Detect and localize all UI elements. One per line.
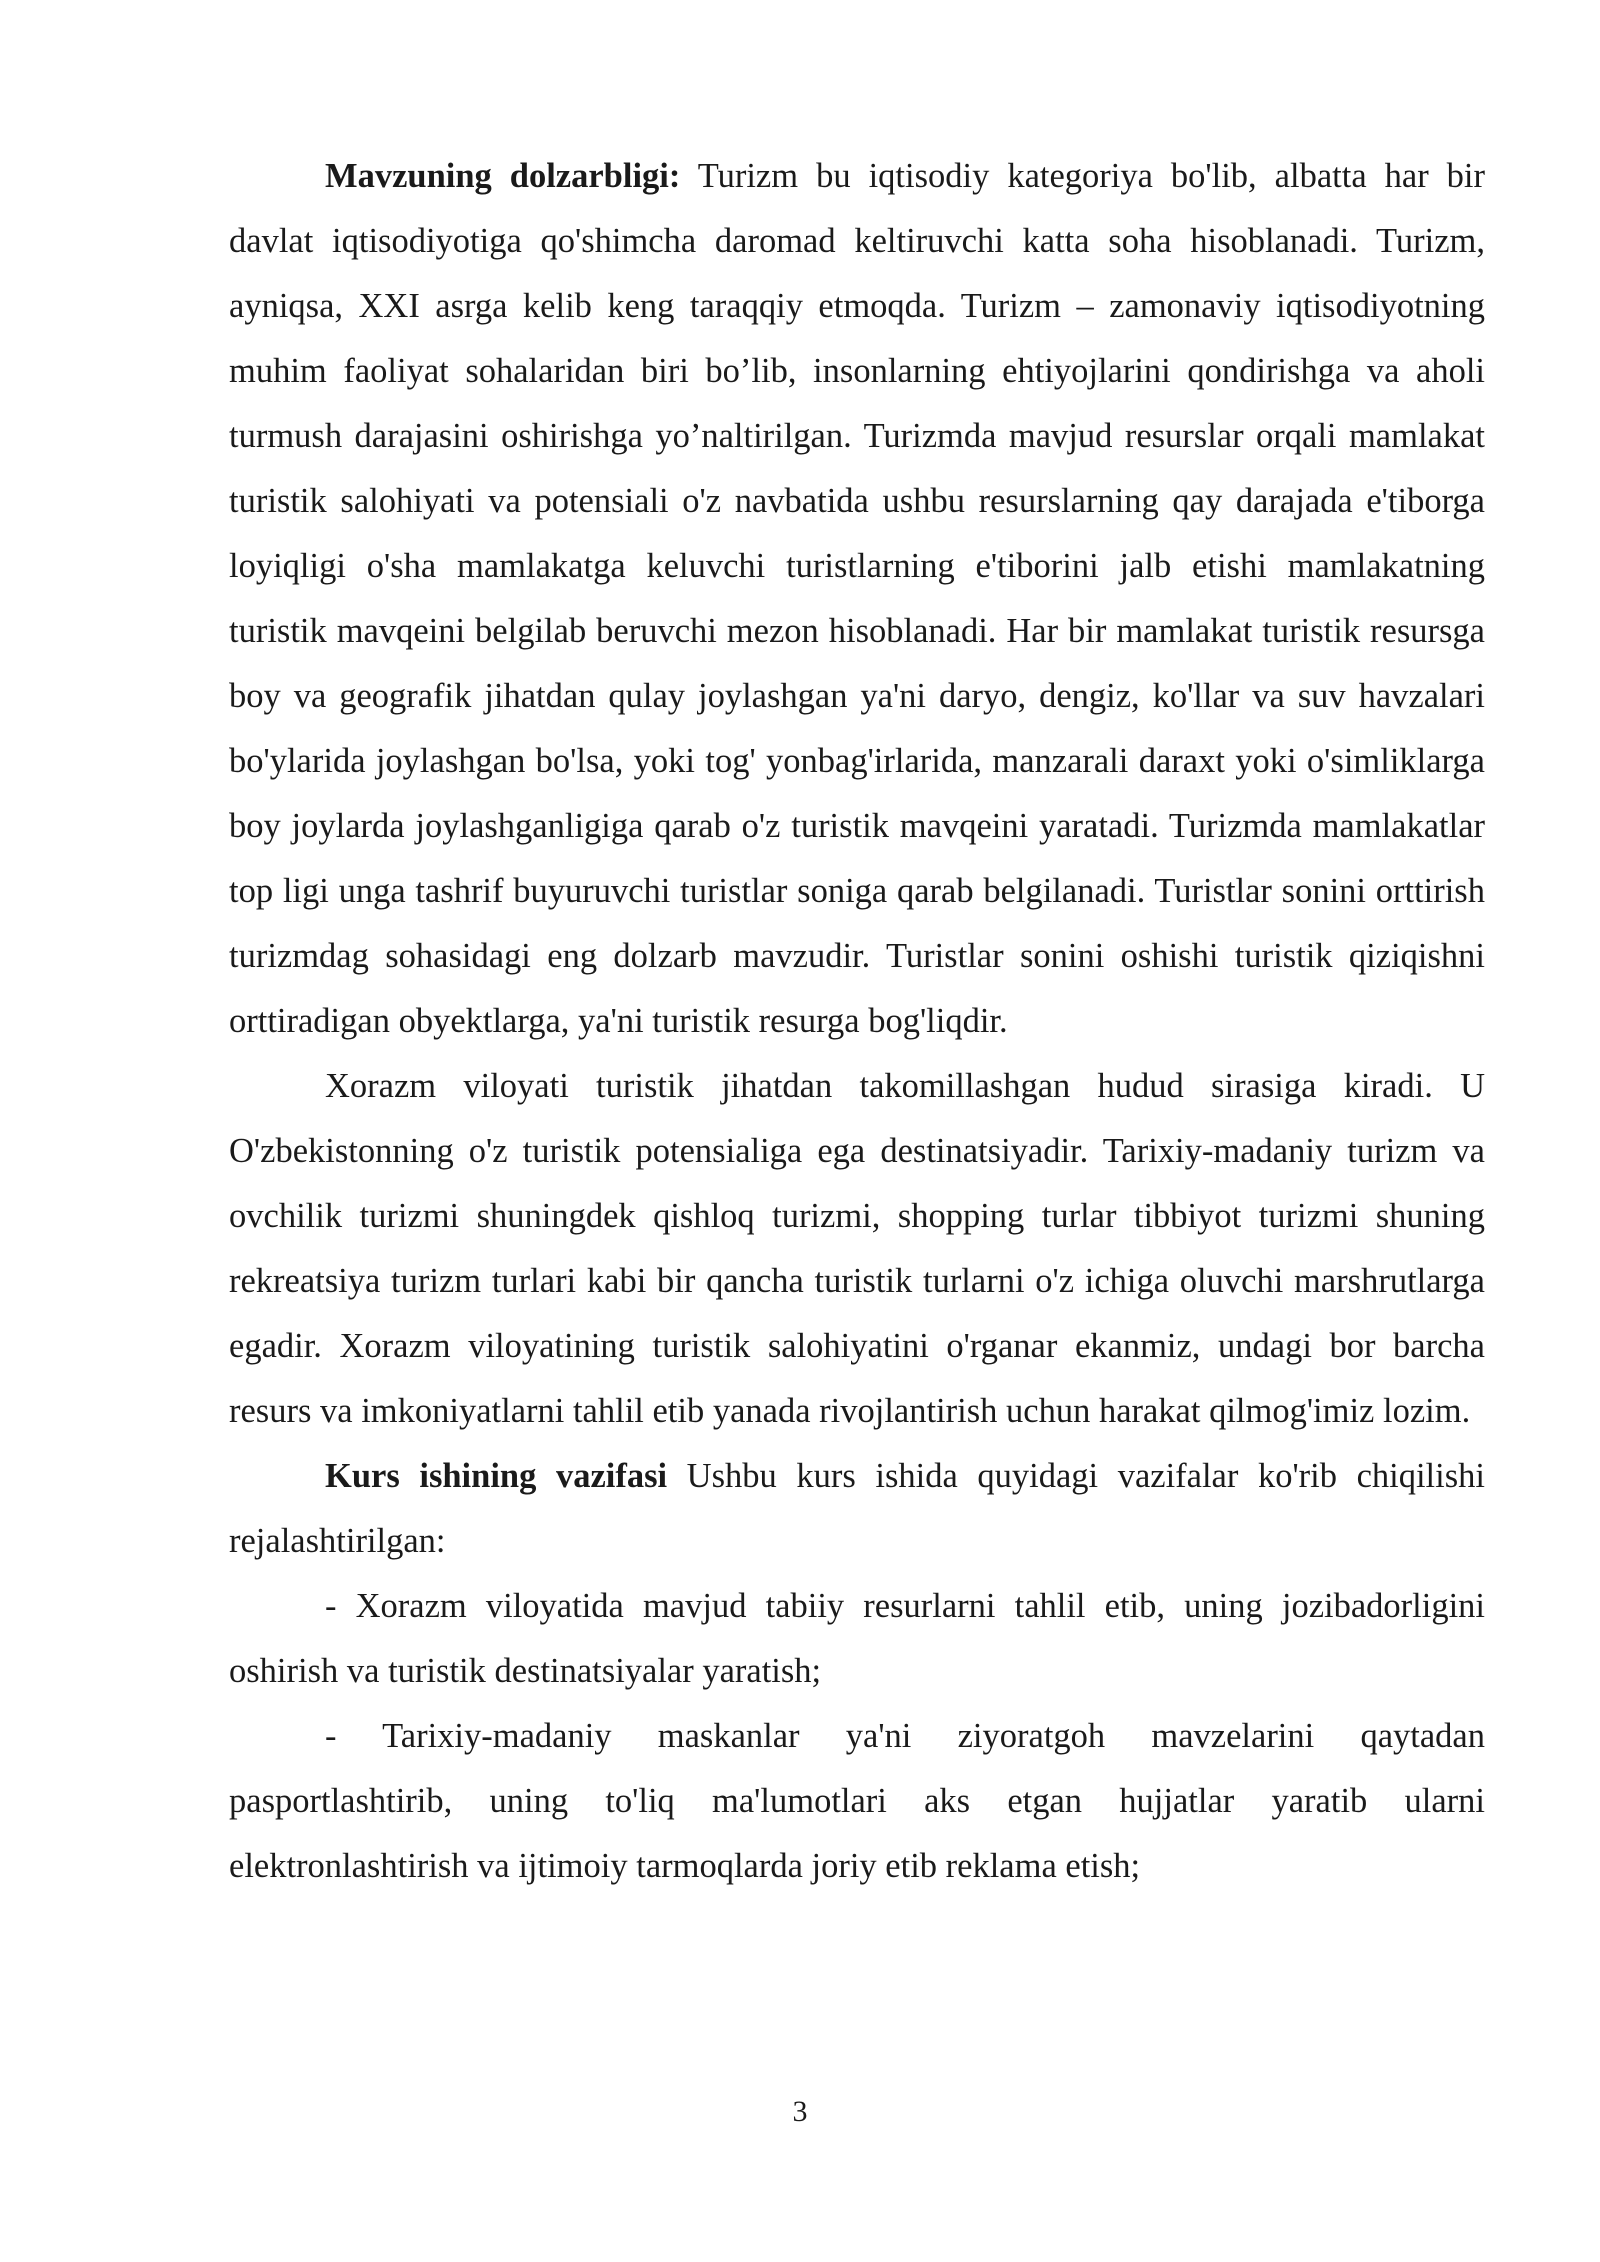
paragraph-text: Ushbu kurs ishida quyidagi vazifalar ko'rib chiqilishi rejalashtirilgan: xyxy=(229,1457,1485,1560)
list-item-task-1 xyxy=(229,1574,1485,1704)
paragraph-lead: Kurs ishining vazifasi xyxy=(325,1457,668,1495)
document-body xyxy=(229,144,1485,1899)
page-number: 3 xyxy=(792,2095,808,2128)
paragraph-tasks xyxy=(229,1444,1485,1574)
paragraph-lead: Mavzuning dolzarbligi: xyxy=(325,157,681,195)
paragraph-text: - Tarixiy-madaniy maskanlar ya'ni ziyoratgoh mavzelarini qaytadan pasportlashtirib, uning to'liq ma'lumotlari aks etgan hujjatlar yaratib ularni elektronlashtirish va ijtimoiy tarmoqlarda joriy etib reklama etish; xyxy=(229,1717,1485,1885)
list-item-task-2 xyxy=(229,1704,1485,1899)
paragraph-text: Xorazm viloyati turistik jihatdan takomillashgan hudud sirasiga kiradi. U O'zbekistonning o'z turistik potensialiga ega destinatsiyadir. Tarixiy-madaniy turizm va ovchilik turizmi shuningdek qishloq turizmi, shopping turlar tibbiyot turizmi shuning rekreatsiya turizm turlari kabi bir qancha turistik turlarni o'z ichiga oluvchi marshrutlarga egadir. Xorazm viloyatining turistik salohiyatini o'rganar ekanmiz, undagi bor barcha resurs va imkoniyatlarni tahlil etib yanada rivojlantirish uchun harakat qilmog'imiz lozim. xyxy=(229,1067,1485,1430)
paragraph-relevance xyxy=(229,144,1485,1054)
paragraph-khorezm xyxy=(229,1054,1485,1444)
paragraph-text: - Xorazm viloyatida mavjud tabiiy resurlarni tahlil etib, uning jozibadorligini oshirish va turistik destinatsiyalar yaratish; xyxy=(229,1587,1485,1690)
paragraph-text: Turizm bu iqtisodiy kategoriya bo'lib, albatta har bir davlat iqtisodiyotiga qo'shimcha daromad keltiruvchi katta soha hisoblanadi. Turizm, ayniqsa, XXI asrga kelib keng taraqqiy etmoqda. Turizm – zamonaviy iqtisodiyotning muhim faoliyat sohalaridan biri bo’lib, insonlarning ehtiyojlarini qondirishga va aholi turmush darajasini oshirishga yo’naltirilgan. Turizmda mavjud resurslar orqali mamlakat turistik salohiyati va potensiali o'z navbatida ushbu resurslarning qay darajada e'tiborga loyiqligi o'sha mamlakatga keluvchi turistlarning e'tiborini jalb etishi mamlakatning turistik mavqeini belgilab beruvchi mezon hisoblanadi. Har bir mamlakat turistik resursga boy va geografik jihatdan qulay joylashgan ya'ni daryo, dengiz, ko'llar va suv havzalari bo'ylarida joylashgan bo'lsa, yoki tog' yonbag'irlarida, manzarali daraxt yoki o'simliklarga boy joylarda joylashganligiga qarab o'z turistik mavqeini yaratadi. Turizmda mamlakatlar top ligi unga tashrif buyuruvchi turistlar soniga qarab belgilanadi. Turistlar sonini orttirish turizmdag sohasidagi eng dolzarb mavzudir. Turistlar sonini oshishi turistik qiziqishni orttiradigan obyektlarga, ya'ni turistik resurga bog'liqdir. xyxy=(229,157,1486,1040)
